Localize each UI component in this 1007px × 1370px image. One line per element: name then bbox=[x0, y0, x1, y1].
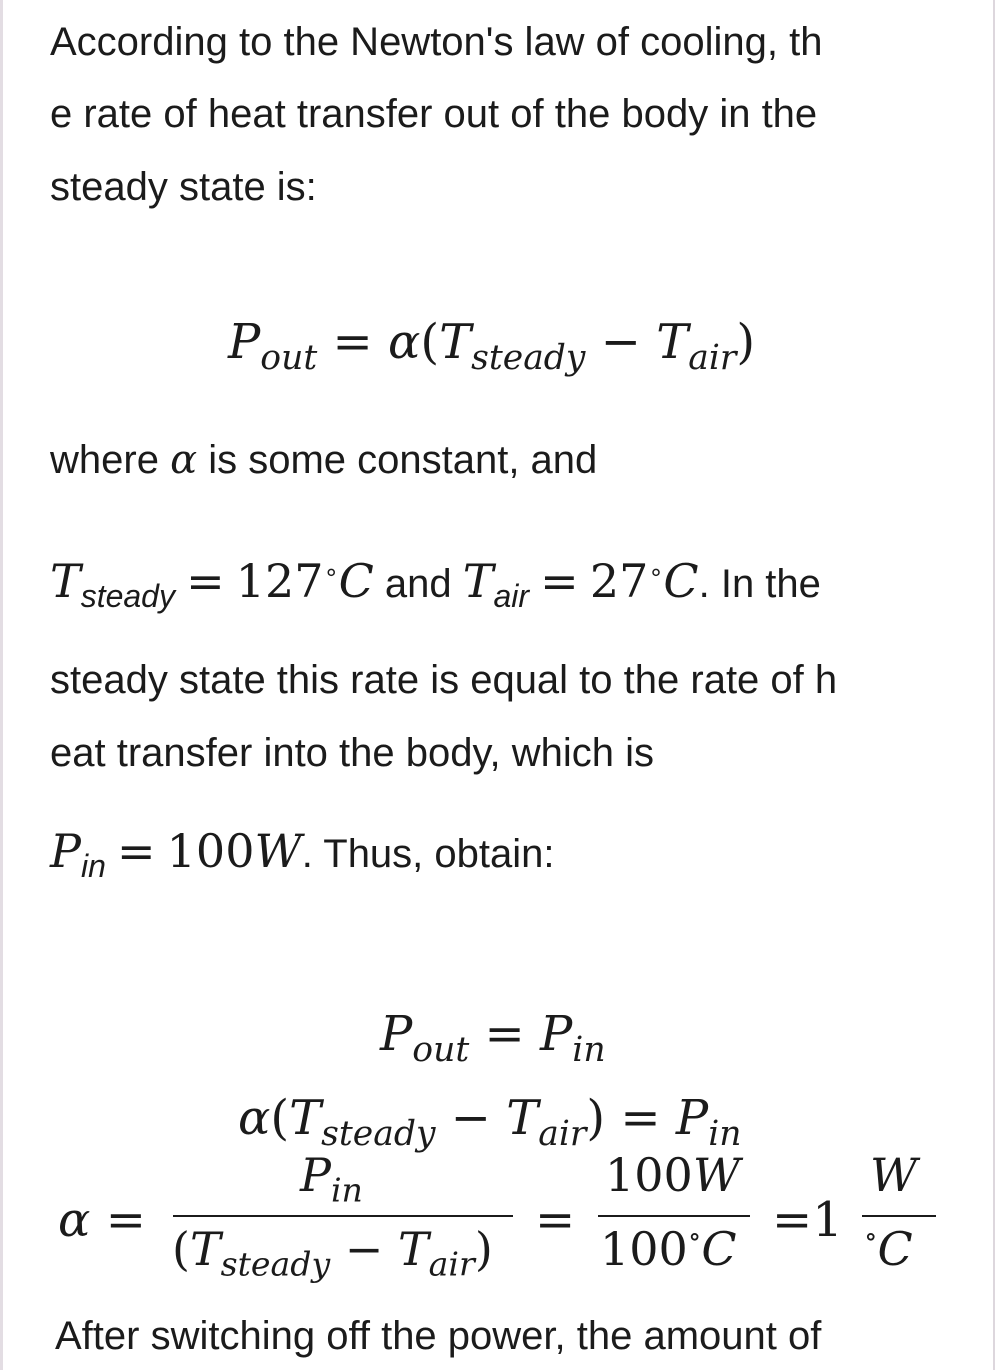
result-value: =1 bbox=[772, 1192, 843, 1248]
text-line: eat transfer into the body, which is bbox=[50, 731, 655, 775]
fraction-3-numerator: W bbox=[870, 1148, 918, 1202]
fraction-2-denominator: 100∘C bbox=[600, 1219, 737, 1276]
text-line: e rate of heat transfer out of the body in the bbox=[50, 92, 818, 136]
fraction-3-denominator: ∘C bbox=[864, 1219, 913, 1276]
fraction-2-numerator: 100W bbox=[605, 1148, 741, 1202]
text-line-temperatures: $T_{steady} = 127^\circ C$ and $T_{air} = 27^\circ C$. In the bbox=[50, 554, 821, 615]
fraction-1-numerator: $P_{in}$ bbox=[300, 1148, 363, 1210]
equation-p-out: $P_{out} = \alpha(T_{steady} - T_{air})$ bbox=[228, 314, 756, 379]
fraction-1-bar bbox=[173, 1215, 513, 1217]
text-line-p-in: $P_{in} = 100W$. Thus, obtain: bbox=[50, 824, 555, 885]
fraction-3-bar bbox=[862, 1215, 936, 1217]
right-edge-border bbox=[993, 0, 995, 1370]
equation-alpha-lhs: α = bbox=[58, 1192, 146, 1248]
text-line: steady state this rate is equal to the rate of h bbox=[50, 658, 838, 702]
text-line: According to the Newton's law of cooling, th bbox=[50, 20, 823, 64]
text-line: where α is some constant, and bbox=[50, 437, 598, 483]
equation-alpha-balance: $\alpha(T_{steady} - T_{air}) = P_{in}$ bbox=[238, 1090, 742, 1155]
text-line: After switching off the power, the amount of bbox=[55, 1314, 822, 1358]
fraction-1-denominator: $(T_{steady} - T_{air})$ bbox=[172, 1222, 493, 1284]
equation-p-out-equals-p-in: $P_{out} = P_{in}$ bbox=[380, 1006, 606, 1071]
text-line: steady state is: bbox=[50, 165, 317, 209]
equals-sign: = bbox=[535, 1192, 576, 1248]
fraction-2-bar bbox=[598, 1215, 750, 1217]
left-edge-border bbox=[0, 0, 3, 1370]
